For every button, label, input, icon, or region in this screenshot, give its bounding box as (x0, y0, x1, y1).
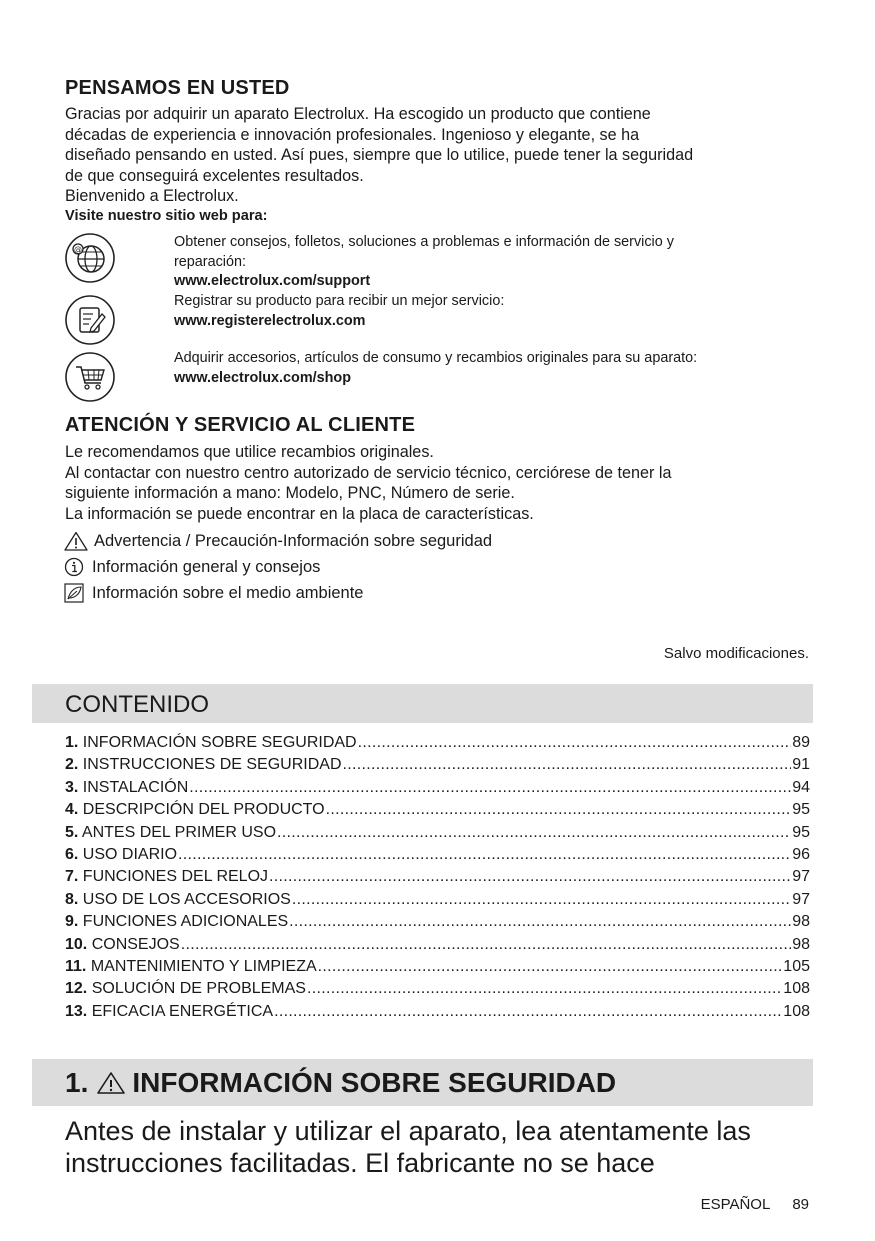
toc-item-label (65, 936, 180, 954)
svg-text:@: @ (74, 245, 82, 254)
toc-item[interactable] (65, 891, 810, 913)
toc-item-label (65, 891, 291, 909)
toc-item-label (65, 980, 306, 998)
toc-item-label (65, 958, 317, 976)
leaf-icon (64, 583, 86, 603)
toc-item-label (65, 913, 288, 931)
legend-environment-text: Información sobre el medio ambiente (92, 583, 364, 602)
safety-line: instrucciones facilitadas. El fabricante no se hace (65, 1148, 655, 1178)
toc-item[interactable] (65, 936, 810, 958)
shop-link-block (174, 349, 814, 388)
toc-item-number: 10. (65, 935, 88, 953)
contents-title: CONTENIDO (65, 691, 209, 718)
toc-item-number: 6. (65, 845, 79, 863)
toc-item-title: FUNCIONES DEL RELOJ (82, 868, 269, 886)
toc-item[interactable] (65, 824, 810, 846)
symbol-legend (64, 528, 492, 606)
toc-item-page: 89 (792, 734, 810, 751)
toc-item-page: 95 (792, 801, 810, 819)
toc-item-label (65, 846, 177, 864)
legend-warning (64, 528, 492, 554)
toc-item-page: 97 (792, 868, 810, 886)
intro-line: Gracias por adquirir un aparato Electrolux. Ha escogido un producto que contiene (65, 105, 651, 123)
modifications-note: Salvo modificaciones. (663, 645, 809, 662)
safety-header-band (32, 1059, 813, 1106)
toc-item-title: INFORMACIÓN SOBRE SEGURIDAD (82, 734, 357, 751)
register-link-block (174, 292, 814, 331)
toc-item-page: 95 (792, 823, 810, 841)
safety-number: 1. (65, 1067, 89, 1098)
toc-leader-dots (289, 913, 791, 931)
toc-item-page: 97 (792, 890, 810, 908)
toc-leader-dots (343, 756, 792, 774)
toc-item-number: 12. (65, 980, 88, 998)
legend-warning-text: Advertencia / Precaución-Información sobre seguridad (94, 531, 493, 550)
toc-item-label (65, 734, 357, 752)
toc-item-label (65, 756, 342, 774)
info-icon (64, 557, 86, 577)
care-line: Al contactar con nuestro centro autorizado de servicio técnico, cerciórese de tener la (65, 463, 672, 482)
toc-leader-dots (181, 936, 791, 954)
care-paragraph (65, 442, 825, 524)
intro-line: diseñado pensando en usted. Así pues, siempre que lo utilice, puede tener la seguridad (65, 146, 694, 164)
toc-item-label (65, 1003, 273, 1021)
safety-intro (65, 1115, 825, 1179)
care-line: La información se puede encontrar en la placa de características. (65, 504, 534, 523)
toc-item-title: ANTES DEL PRIMER USO (81, 823, 277, 841)
toc-item[interactable] (65, 801, 810, 823)
toc-item[interactable] (65, 734, 810, 756)
toc-leader-dots (178, 846, 791, 864)
toc-item-number: 13. (65, 1002, 88, 1020)
support-text: Obtener consejos, folletos, soluciones a problemas e información de servicio y (174, 234, 674, 250)
toc-item-title: USO DIARIO (82, 845, 178, 863)
toc-item-title: FUNCIONES ADICIONALES (82, 913, 289, 931)
toc-item[interactable] (65, 756, 810, 778)
page-footer (701, 1196, 809, 1213)
care-line: siguiente información a mano: Modelo, PNC, Número de serie. (65, 484, 515, 502)
globe-at-icon (64, 232, 116, 284)
toc-item-page: 98 (792, 913, 810, 931)
toc-leader-dots (307, 980, 782, 998)
register-icon (64, 294, 116, 346)
contents-header-band (32, 684, 813, 723)
register-text: Registrar su producto para recibir un mejor servicio: (174, 293, 505, 309)
shop-text: Adquirir accesorios, artículos de consumo y recambios originales para su aparato: (174, 350, 698, 366)
intro-line: Bienvenido a Electrolux. (65, 187, 239, 205)
toc-item[interactable] (65, 980, 810, 1002)
toc-item-label (65, 779, 188, 797)
toc-leader-dots (269, 868, 791, 886)
toc-item-page: 105 (783, 957, 810, 975)
toc-item-label (65, 824, 276, 842)
toc-item-page: 108 (783, 1002, 810, 1020)
toc-item-title: SOLUCIÓN DE PROBLEMAS (91, 980, 306, 998)
intro-paragraph (65, 104, 825, 207)
toc-item-title: EFICACIA ENERGÉTICA (91, 1002, 274, 1020)
toc-item-number: 5. (65, 823, 79, 841)
toc-item-page: 94 (792, 778, 810, 796)
toc-item-number: 3. (65, 778, 79, 796)
toc-item-number: 8. (65, 890, 79, 908)
toc-item-title: CONSEJOS (91, 935, 180, 953)
toc-leader-dots (318, 958, 783, 976)
legend-environment (64, 580, 492, 606)
toc-item-number: 9. (65, 913, 79, 931)
toc-item-number: 1. (65, 734, 79, 751)
care-line: Le recomendamos que utilice recambios originales. (65, 443, 434, 461)
toc-leader-dots (189, 779, 791, 797)
toc-item[interactable] (65, 868, 810, 890)
register-url[interactable]: www.registerelectrolux.com (174, 312, 366, 329)
intro-title: PENSAMOS EN USTED (65, 77, 290, 99)
support-link-block (174, 233, 814, 292)
toc-item-label (65, 868, 268, 886)
toc-item[interactable] (65, 913, 810, 935)
care-title: ATENCIÓN Y SERVICIO AL CLIENTE (65, 414, 416, 436)
toc-item-title: USO DE LOS ACCESORIOS (82, 890, 291, 908)
legend-info (64, 554, 492, 580)
intro-line: décadas de experiencia e innovación profesionales. Ingenioso y elegante, se ha (65, 125, 640, 144)
shop-url[interactable]: www.electrolux.com/shop (174, 369, 351, 386)
safety-title: INFORMACIÓN SOBRE SEGURIDAD (132, 1067, 617, 1098)
toc-leader-dots (277, 824, 791, 842)
toc-leader-dots (292, 891, 791, 909)
toc-item-page: 91 (792, 756, 810, 774)
warning-icon (64, 531, 88, 551)
cart-icon (64, 351, 116, 403)
safety-line: Antes de instalar y utilizar el aparato, lea atentamente las (65, 1116, 751, 1146)
toc-item-title: INSTALACIÓN (82, 778, 189, 796)
footer-page-number: 89 (792, 1196, 809, 1213)
warning-icon (96, 1071, 126, 1095)
toc-item-page: 98 (792, 935, 810, 953)
toc-leader-dots (326, 801, 792, 819)
intro-line: de que conseguirá excelentes resultados. (65, 166, 364, 185)
support-text-cont: reparación: (174, 253, 246, 270)
toc-leader-dots (274, 1003, 782, 1021)
toc-item-number: 2. (65, 756, 79, 774)
toc-item[interactable] (65, 846, 810, 868)
toc-item-number: 7. (65, 868, 79, 886)
safety-heading (65, 1067, 616, 1099)
legend-info-text: Información general y consejos (92, 557, 321, 576)
toc-item[interactable] (65, 1003, 810, 1025)
table-of-contents (65, 734, 810, 1025)
toc-item-title: INSTRUCCIONES DE SEGURIDAD (82, 756, 342, 774)
toc-leader-dots (358, 734, 792, 752)
toc-item[interactable] (65, 958, 810, 980)
toc-item[interactable] (65, 779, 810, 801)
visit-label: Visite nuestro sitio web para: (65, 208, 268, 224)
toc-item-page: 108 (783, 980, 810, 998)
footer-language: ESPAÑOL (700, 1196, 771, 1213)
toc-item-number: 4. (65, 801, 79, 819)
toc-item-title: DESCRIPCIÓN DEL PRODUCTO (82, 801, 325, 819)
support-url[interactable]: www.electrolux.com/support (174, 273, 371, 289)
toc-item-number: 11. (65, 957, 87, 975)
toc-item-page: 96 (792, 845, 810, 863)
toc-item-label (65, 801, 325, 819)
toc-item-title: MANTENIMIENTO Y LIMPIEZA (90, 957, 317, 975)
